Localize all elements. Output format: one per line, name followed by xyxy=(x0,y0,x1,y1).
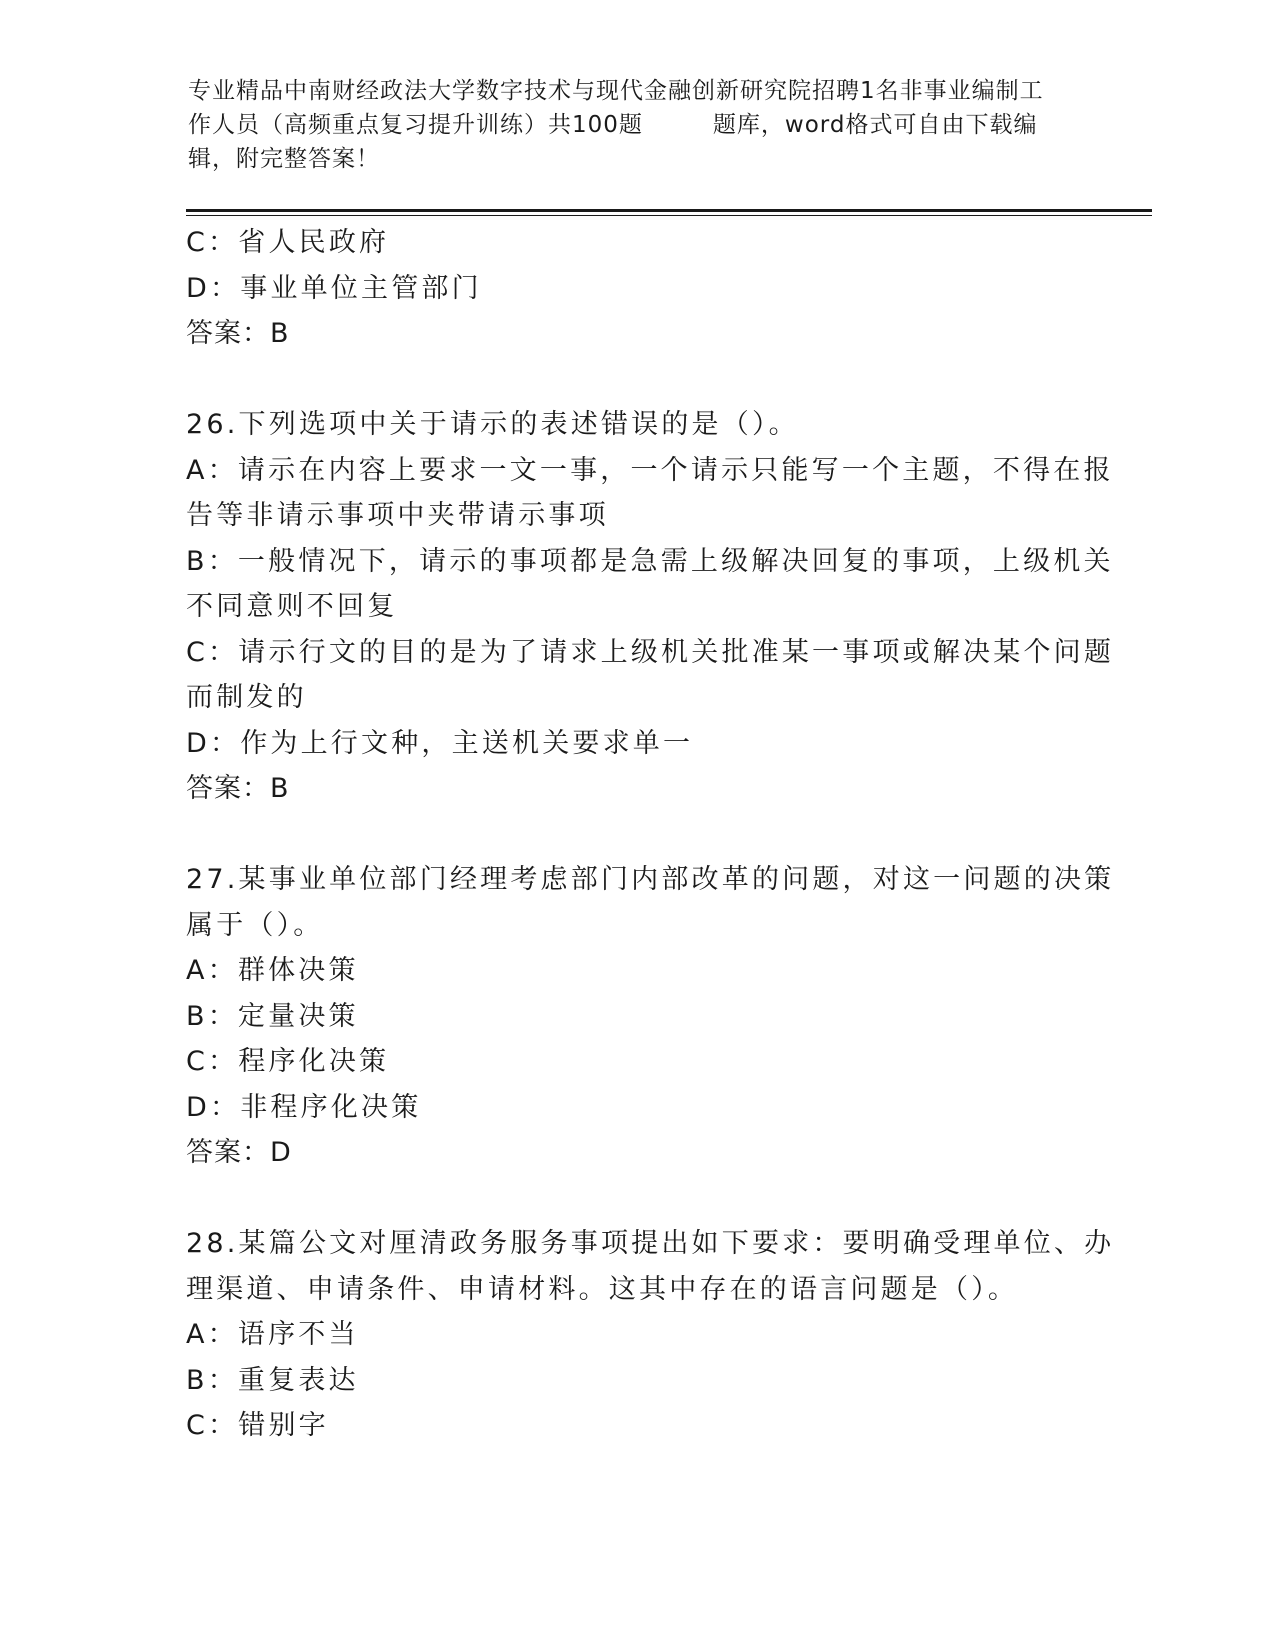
option-b-line-2: 不同意则不回复 xyxy=(186,591,398,622)
question-28 xyxy=(186,1221,1115,1449)
question-26 xyxy=(186,402,1115,812)
option-c: C：程序化决策 xyxy=(186,1046,390,1077)
answer-line: 答案：B xyxy=(186,773,290,804)
answer-line: 答案：D xyxy=(186,1137,292,1168)
option-c-line-1: C：请示行文的目的是为了请求上级机关批准某一事项或解决某个问题 xyxy=(186,636,1115,668)
option-c: C：错别字 xyxy=(186,1410,329,1441)
option-b-line-1: B：一般情况下，请示的事项都是急需上级解决回复的事项，上级机关 xyxy=(186,545,1114,577)
option-d: D：作为上行文种，主送机关要求单一 xyxy=(186,727,694,759)
header-line-2-right: 题库，word格式可自由下载编 xyxy=(712,112,1038,138)
option-a: A：语序不当 xyxy=(186,1319,359,1350)
header-line-1: 专业精品中南财经政法大学数字技术与现代金融创新研究院招聘1名非事业编制工 xyxy=(188,78,1044,104)
question-content xyxy=(186,220,1115,1449)
header-divider-thick xyxy=(186,209,1152,212)
option-a-line-1: A：请示在内容上要求一文一事，一个请示只能写一个主题，不得在报 xyxy=(186,454,1114,486)
question-25-tail xyxy=(186,220,1076,357)
option-a xyxy=(186,448,1114,539)
option-a: A：群体决策 xyxy=(186,955,359,986)
option-b: B：定量决策 xyxy=(186,1000,359,1032)
question-stem-line-2: 理渠道、申请条件、申请材料。这其中存在的语言问题是（）。 xyxy=(186,1273,1019,1305)
option-c: C：省人民政府 xyxy=(186,227,390,258)
header-line-2 xyxy=(188,108,1088,142)
option-d: D：非程序化决策 xyxy=(186,1091,422,1123)
option-d: D：事业单位主管部门 xyxy=(186,272,482,304)
question-spacer xyxy=(186,1176,1076,1222)
document-header xyxy=(188,74,1088,176)
header-line-2-left: 作人员（高频重点复习提升训练）共100题 xyxy=(188,112,643,138)
question-stem-line-1: 27.某事业单位部门经理考虑部门内部改革的问题，对这一问题的决策 xyxy=(186,864,1115,895)
question-27 xyxy=(186,857,1115,1176)
question-stem: 26.下列选项中关于请示的表述错误的是（）。 xyxy=(186,409,799,440)
question-stem-line-1: 28.某篇公文对厘清政务服务事项提出如下要求：要明确受理单位、办 xyxy=(186,1228,1115,1259)
header-line-3: 辑，附完整答案！ xyxy=(188,146,380,172)
option-b xyxy=(186,539,1114,630)
option-c xyxy=(186,630,1115,721)
option-b: B：重复表达 xyxy=(186,1364,359,1396)
question-spacer xyxy=(186,812,1076,858)
option-c-line-2: 而制发的 xyxy=(186,682,307,713)
option-a-line-2: 告等非请示事项中夹带请示事项 xyxy=(186,500,609,531)
question-stem-line-2: 属于（）。 xyxy=(186,909,324,941)
question-spacer xyxy=(186,357,1076,403)
header-divider-thin xyxy=(186,215,1152,216)
answer-line: 答案：B xyxy=(186,318,290,349)
